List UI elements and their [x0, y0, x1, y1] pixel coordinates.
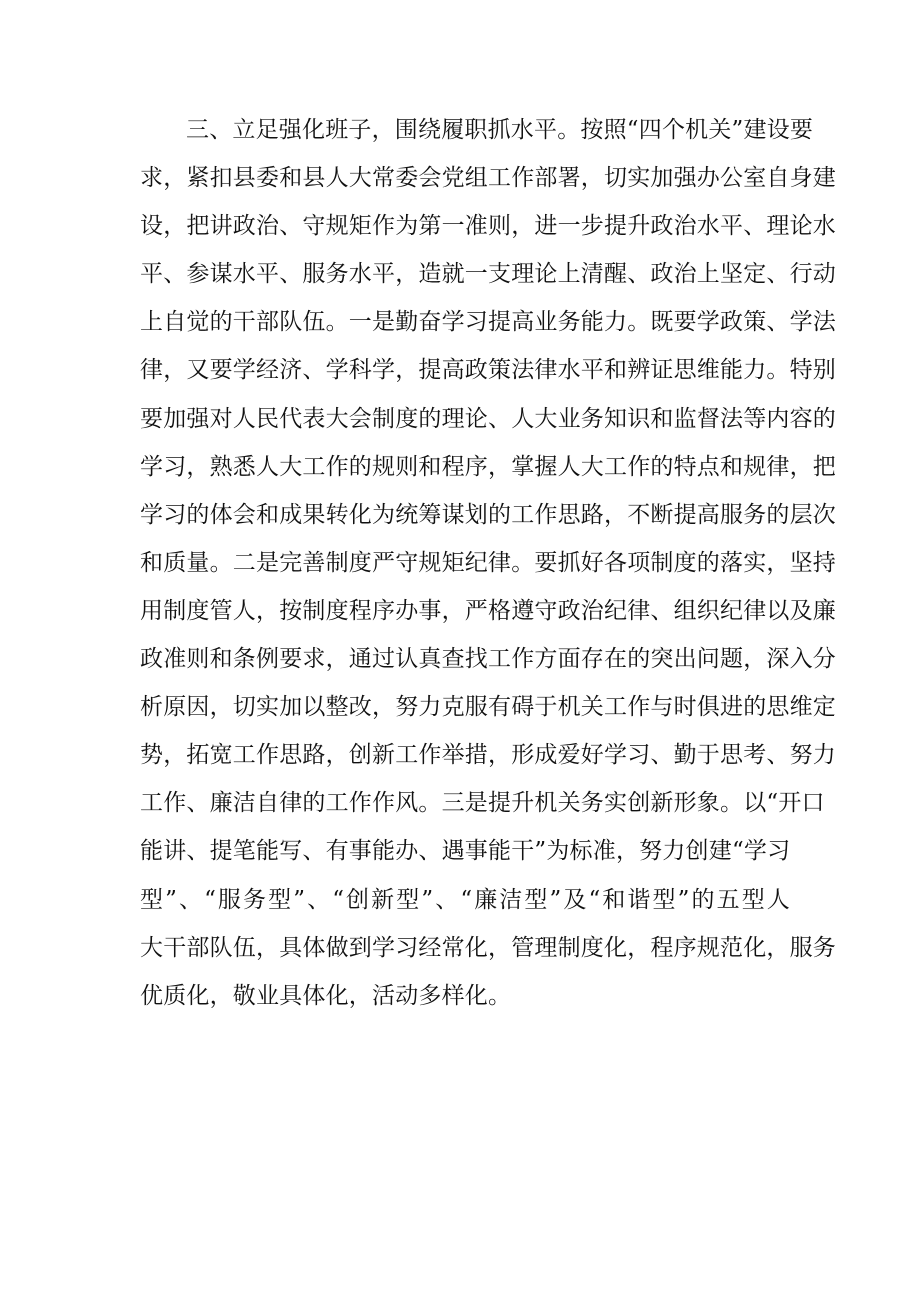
- paragraph-line: 学习的体会和成果转化为统筹谋划的工作思路，不断提高服务的层次: [140, 501, 836, 528]
- paragraph-line: 大干部队伍，具体做到学习经常化，管理制度化，程序规范化，服务: [140, 934, 836, 961]
- paragraph-line: 三、立足强化班子，围绕履职抓水平。按照“四个机关”建设要: [186, 117, 814, 143]
- paragraph-line: 和质量。二是完善制度严守规矩纪律。要抓好各项制度的落实，坚持: [140, 549, 836, 576]
- paragraph-line: 求，紧扣县委和县人大常委会党组工作部署，切实加强办公室自身建: [140, 165, 836, 192]
- paragraph-line: 平、参谋水平、服务水平，造就一支理论上清醒、政治上坚定、行动: [140, 261, 836, 288]
- paragraph-line: 要加强对人民代表大会制度的理论、人大业务知识和监督法等内容的: [140, 405, 836, 432]
- paragraph-line: 势，拓宽工作思路，创新工作举措，形成爱好学习、勤于思考、努力: [140, 742, 836, 769]
- paragraph-line: 上自觉的干部队伍。一是勤奋学习提高业务能力。既要学政策、学法: [140, 309, 836, 336]
- paragraph-line: 能讲、提笔能写、有事能办、遇事能干”为标准，努力创建“学习: [140, 838, 791, 865]
- paragraph-line: 学习，熟悉人大工作的规则和程序，掌握人大工作的特点和规律，把: [140, 453, 836, 480]
- paragraph-line: 工作、廉洁自律的工作作风。三是提升机关务实创新形象。以“开口: [140, 790, 825, 817]
- paragraph-line: 设，把讲政治、守规矩作为第一准则，进一步提升政治水平、理论水: [140, 213, 836, 240]
- body-paragraph: [140, 106, 836, 1020]
- paragraph-line: 政准则和条例要求，通过认真查找工作方面存在的突出问题，深入分: [140, 646, 836, 673]
- paragraph-line: 型”、“服务型”、“创新型”、“廉洁型”及“和谐型”的五型人: [140, 886, 790, 913]
- paragraph-line: 析原因，切实加以整改，努力克服有碍于机关工作与时俱进的思维定: [140, 694, 836, 721]
- paragraph-line: 用制度管人，按制度程序办事，严格遵守政治纪律、组织纪律以及廉: [140, 597, 836, 624]
- paragraph-line: 律，又要学经济、学科学，提高政策法律水平和辨证思维能力。特别: [140, 357, 836, 384]
- paragraph-line: 优质化，敬业具体化，活动多样化。: [140, 982, 512, 1009]
